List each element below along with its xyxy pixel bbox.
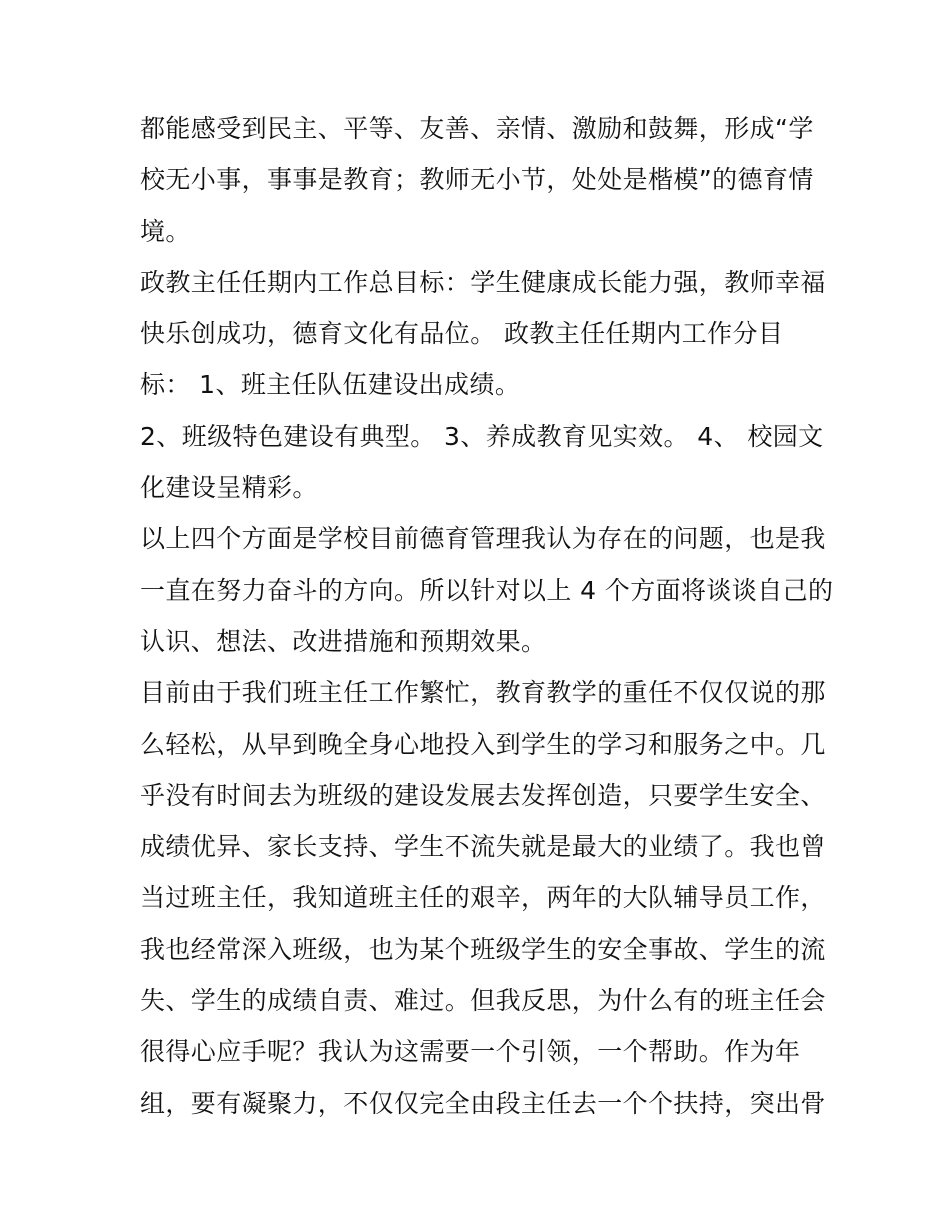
body-text [140, 103, 834, 1129]
text-line: 政教主任任期内工作总目标：学生健康成长能力强，教师幸福 [140, 267, 826, 297]
text-line: 我也经常深入班级，也为某个班级学生的安全事故、学生的流 [140, 934, 826, 964]
text-line: 2、班级特色建设有典型。 3、养成教育见实效。 4、 校园文 [140, 421, 824, 451]
text-line: 成绩优异、家长支持、学生不流失就是最大的业绩了。我也曾 [140, 832, 826, 862]
text-line: 组，要有凝聚力，不仅仅完全由段主任去一个个扶持，突出骨 [140, 1088, 826, 1118]
text-line: 很得心应手呢？我认为这需要一个引领，一个帮助。作为年 [140, 1037, 801, 1067]
text-line: 境。 [140, 216, 191, 246]
text-line: 认识、想法、改进措施和预期效果。 [140, 626, 547, 656]
text-line: 以上四个方面是学校目前德育管理我认为存在的问题，也是我 [140, 524, 826, 554]
text-line: 一直在努力奋斗的方向。所以针对以上 4 个方面将谈谈自己的 [140, 575, 834, 605]
text-line: 都能感受到民主、平等、友善、亲情、激励和鼓舞，形成“学 [140, 114, 814, 143]
text-line: 标： 1、班主任队伍建设出成绩。 [140, 370, 521, 400]
text-line: 么轻松，从早到晚全身心地投入到学生的学习和服务之中。几 [140, 729, 826, 759]
text-line: 乎没有时间去为班级的建设发展去发挥创造，只要学生安全、 [140, 780, 826, 810]
text-line: 化建设呈精彩。 [140, 473, 318, 503]
text-line: 校无小事，事事是教育；教师无小节，处处是楷模”的德育情 [140, 165, 814, 195]
text-line: 失、学生的成绩自责、难过。但我反思，为什么有的班主任会 [140, 986, 826, 1016]
text-line: 当过班主任，我知道班主任的艰辛，两年的大队辅导员工作， [140, 883, 826, 913]
text-line: 快乐创成功，德育文化有品位。 政教主任任期内工作分目 [140, 319, 784, 349]
text-line: 目前由于我们班主任工作繁忙，教育教学的重任不仅仅说的那 [140, 678, 826, 708]
